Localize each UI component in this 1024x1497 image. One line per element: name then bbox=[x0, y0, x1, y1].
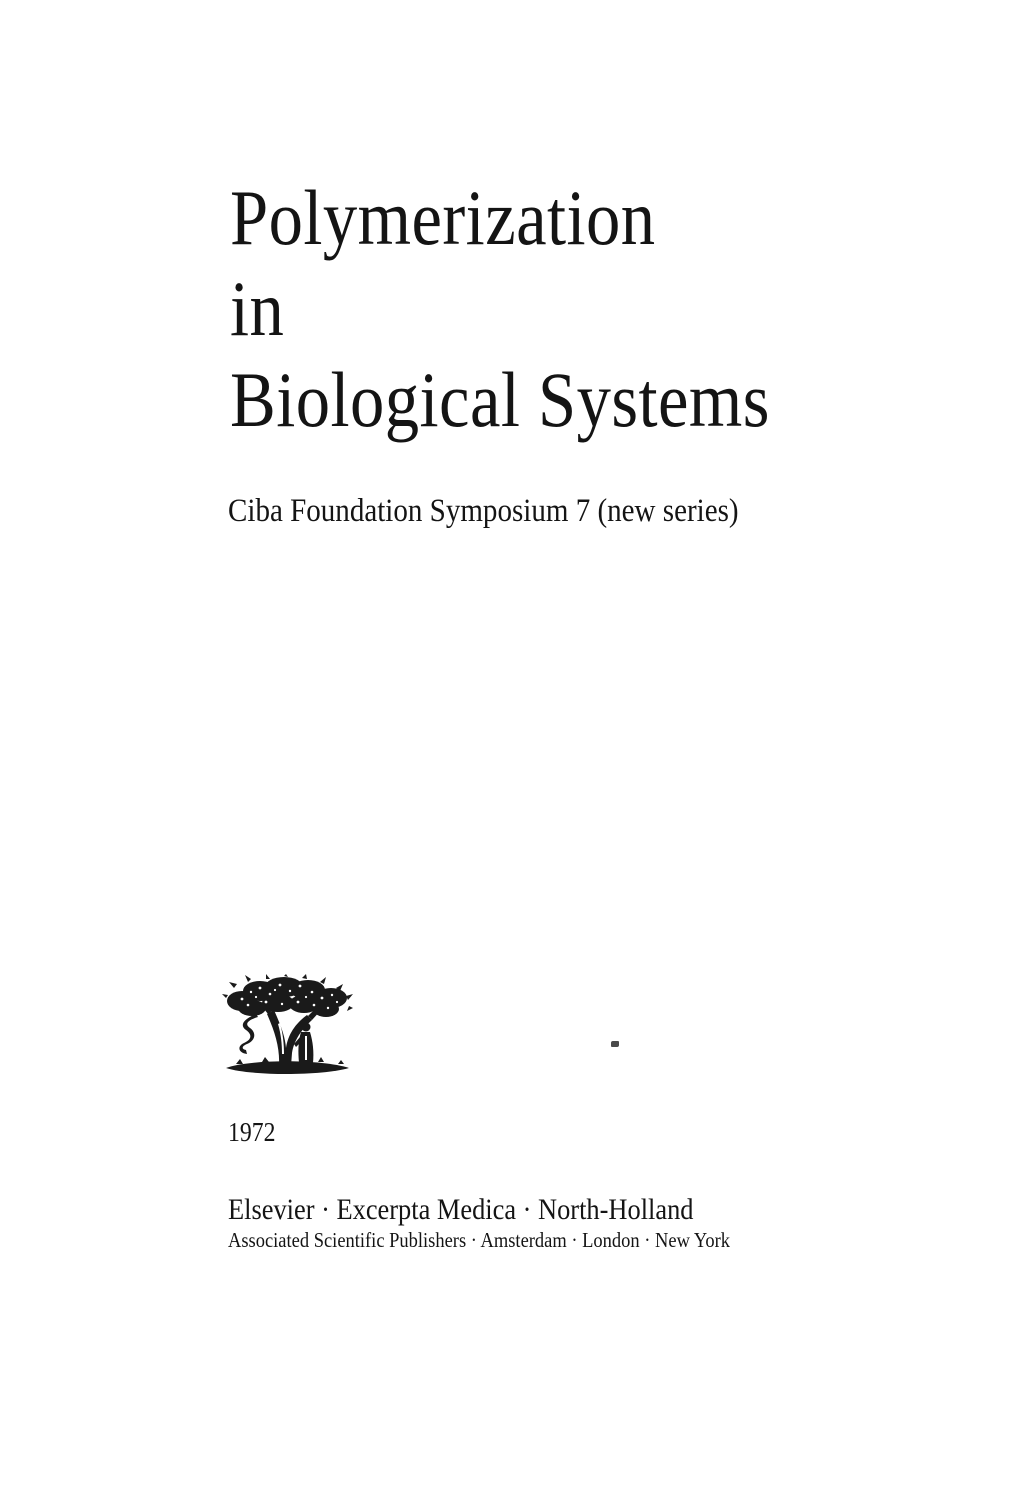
publisher-details: Associated Scientific Publishers · Amsterdam · London · New York bbox=[228, 1228, 730, 1252]
title-line-1: Polymerization bbox=[230, 174, 656, 262]
title-line-3: Biological Systems bbox=[230, 356, 770, 444]
series-subtitle: Ciba Foundation Symposium 7 (new series) bbox=[228, 493, 739, 529]
publication-year: 1972 bbox=[228, 1117, 276, 1147]
title-line-2: in bbox=[230, 265, 285, 353]
scan-ink-speck bbox=[611, 1041, 619, 1047]
elsevier-non-solus-tree-icon bbox=[222, 974, 353, 1078]
publisher-names: Elsevier · Excerpta Medica · North-Holland bbox=[228, 1193, 694, 1226]
book-title bbox=[230, 172, 770, 445]
